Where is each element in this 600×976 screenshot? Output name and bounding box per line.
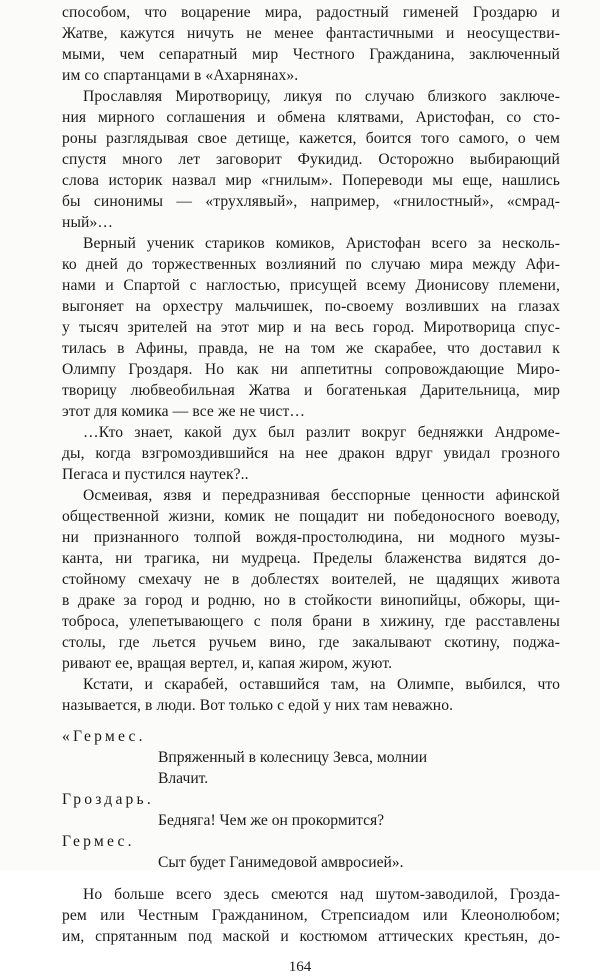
text-line: роны разглядывая свое детище, кажется, боится того самого, о чем: [62, 130, 560, 147]
text-line: ния мирного соглашения и обмена клятвами, Аристофан, со сто-: [62, 109, 560, 126]
dialogue-speaker: «Гермес.: [62, 728, 146, 745]
text-line: у тысяч зрителей на этот мир и на весь город. Миротворица спус-: [62, 319, 560, 336]
text-line: им со спартанцами в «Ахарнянах».: [62, 67, 299, 84]
text-line: канта, ни трагика, ни мудреца. Пределы блаженства видятся до-: [62, 550, 560, 567]
text-line: способом, что воцарение мира, радостный гименей Гроздарю и: [62, 4, 560, 21]
text-line: ко дней до торжественных возлияний по случаю мира между Афи-: [62, 256, 560, 273]
text-line: творицу любвеобильная Жатва и богатенькая Дарительница, мир: [62, 382, 560, 399]
text-line: бы синонимы — «трухлявый», например, «гнилостный», «смрад-: [62, 193, 560, 210]
text-line: ни признанного толпой вождя-простолюдина, ни модного музы-: [62, 529, 560, 546]
text-line: мыми, чем сепаратный мир Честного Гражданина, заключенный: [62, 46, 560, 63]
text-line: Но больше всего здесь смеются над шутом-заводилой, Грозда-: [83, 886, 560, 903]
text-line: нами и Спартой с наглостью, присущей всему Дионисову племени,: [62, 277, 560, 294]
text-line: спустя много лет заговорит Фукидид. Осторожно выбирающий: [62, 151, 560, 168]
text-line: Прославляя Миротворицу, ликуя по случаю близкого заключе-: [83, 88, 560, 105]
text-line: называется, в люди. Вот только с едой у них там неважно.: [62, 697, 454, 714]
text-line: слова историк назвал мир «гнилым». Попереводи мы еще, нашлись: [62, 172, 560, 189]
text-line: стойному смехачу не в доблестях воителей, не щадящих живота: [62, 571, 560, 588]
text-line: …Кто знает, какой дух был разлит вокруг бедняжки Андроме-: [83, 424, 560, 441]
text-line: ды, когда взгромоздившийся на нее дракон вдруг увидал грозного: [62, 445, 560, 462]
text-line: Олимпу Гроздаря. Но как ни аппетитны сопровождающие Миро-: [62, 361, 560, 378]
dialogue-verse: Впряженный в колесницу Зевса, молнии: [158, 749, 428, 766]
dialogue-verse: Сыт будет Ганимедовой амвросией».: [158, 854, 404, 871]
text-line: этот для комика — все же не чист…: [62, 403, 306, 420]
text-line: Кстати, и скарабей, оставшийся там, на Олимпе, выбился, что: [83, 676, 560, 693]
text-line: рем или Честным Гражданином, Стрепсиадом или Клеонолюбом;: [62, 907, 560, 924]
text-line: выгоняет на орхестру мальчишек, по-своему возливших на глазах: [62, 298, 560, 315]
text-line: в драке за город и родню, но в стойкости винопийцы, обжоры, щи-: [62, 592, 560, 609]
text-line: тилась в Афины, правда, не на том же скарабее, что доставил к: [62, 340, 560, 357]
dialogue-speaker: Гроздарь.: [62, 791, 154, 808]
text-line: Пегаса и пустился наутек?..: [62, 466, 249, 483]
dialogue-verse: Влачит.: [158, 770, 209, 787]
text-line: им, спрятанным под маской и костюмом аттических крестьян, до-: [62, 928, 560, 945]
dialogue-speaker: Гермес.: [62, 833, 135, 850]
text-line: ный»…: [62, 214, 114, 231]
text-line: тоброса, улепетывающего с поля брани в хижину, где расставлены: [62, 613, 560, 630]
text-line: ривают ее, вращая вертел, и, капая жиром, жуют.: [62, 655, 393, 672]
dialogue-verse: Бедняга! Чем же он прокормится?: [158, 812, 385, 829]
text-line: общественной жизни, комик не пощадит ни победоносного воеводу,: [62, 508, 560, 525]
page-number: 164: [288, 959, 312, 975]
text-line: Верный ученик стариков комиков, Аристофан всего за несколь-: [83, 235, 560, 252]
text-line: Осмеивая, язвя и передразнивая бесспорные ценности афинской: [83, 487, 560, 504]
text-line: Жатве, кажутся ничуть не менее фантастичными и неосуществи-: [62, 25, 560, 42]
text-line: столы, где льется ручьем вино, где закалывают скотину, поджа-: [62, 634, 560, 651]
